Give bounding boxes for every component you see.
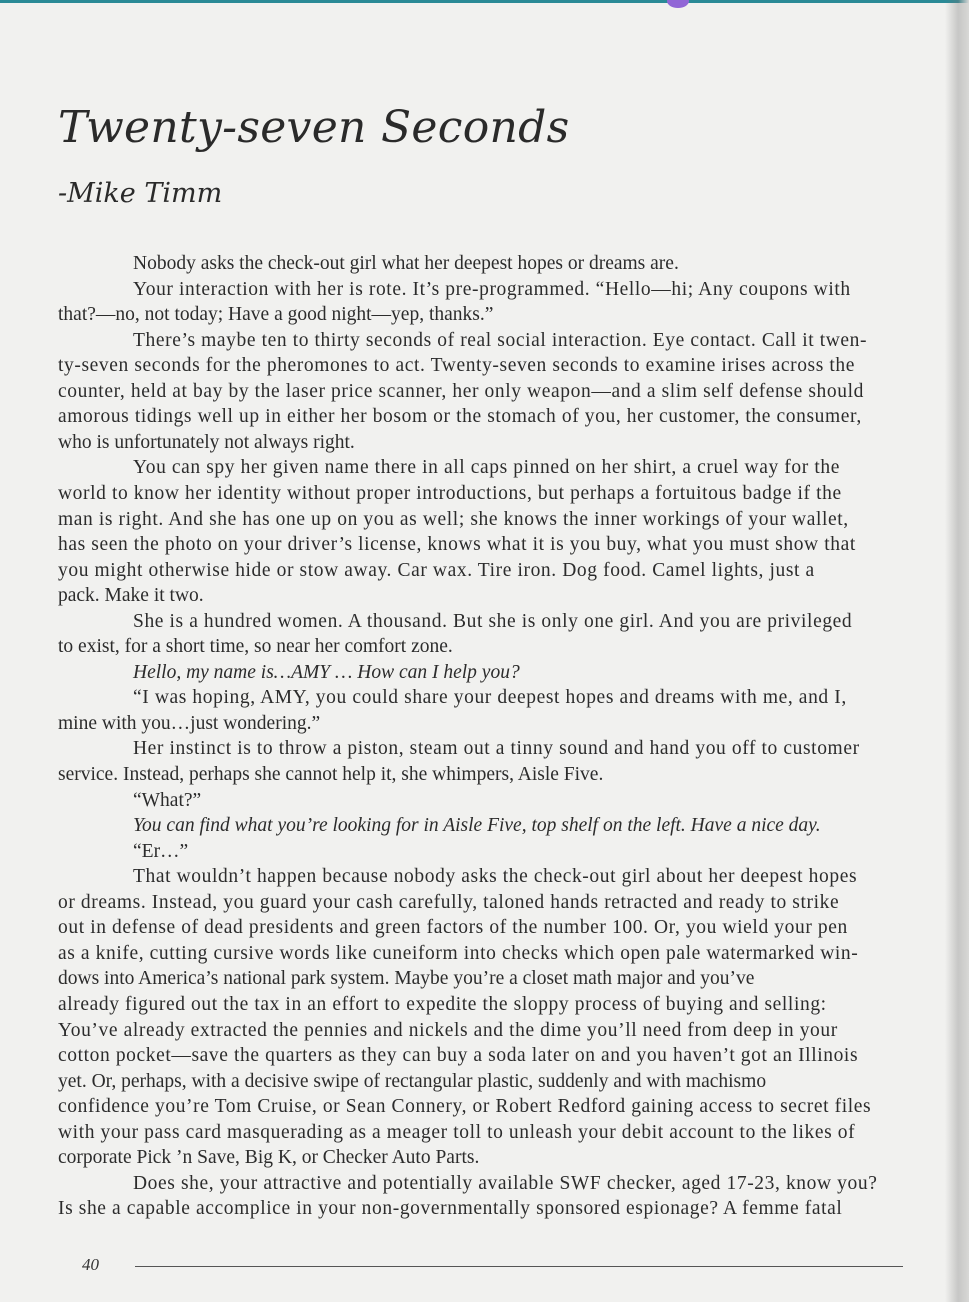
text-line: yet. Or, perhaps, with a decisive swipe of rectangular plastic, suddenly and with machismo <box>58 1070 767 1092</box>
text-line: “Er…” <box>133 840 189 862</box>
text-line: There’s maybe ten to thirty seconds of real social interaction. Eye contact. Call it twen- <box>133 329 868 351</box>
text-line: dows into America’s national park system. Maybe you’re a closet math major and you’ve <box>58 968 755 990</box>
page-number: 40 <box>82 1255 99 1274</box>
text-line: counter, held at bay by the laser price scanner, her only weapon—and a slim self defense should <box>58 380 864 402</box>
text-line: That wouldn’t happen because nobody asks the check-out girl about her deepest hopes <box>133 866 858 888</box>
text-line: cotton pocket—save the quarters as they can buy a soda later on and you haven’t got an Illinois <box>58 1045 859 1067</box>
text-line: pack. Make it two. <box>58 585 204 607</box>
text-line: that?—no, not today; Have a good night—yep, thanks.” <box>58 304 494 326</box>
text-line: confidence you’re Tom Cruise, or Sean Connery, or Robert Redford gaining access to secret files <box>58 1096 872 1118</box>
text-line: amorous tidings well up in either her bosom or the stomach of you, her customer, the consumer, <box>58 406 862 428</box>
text-line: world to know her identity without proper introductions, but perhaps a fortuitous badge if the <box>58 482 842 504</box>
text-line: as a knife, cutting cursive words like cuneiform into checks which open pale watermarked win- <box>58 942 859 964</box>
text-line: Your interaction with her is rote. It’s pre-programmed. “Hello—hi; Any coupons with <box>133 278 851 300</box>
author-byline: -Mike Timm <box>58 178 223 209</box>
text-line: ty-seven seconds for the pheromones to act. Twenty-seven seconds to examine irises across the <box>58 355 856 377</box>
text-line: with your pass card masquerading as a meager toll to unleash your debit account to the likes of <box>58 1121 856 1143</box>
text-line: Hello, my name is…AMY … How can I help you? <box>133 661 520 683</box>
text-line: already figured out the tax in an effort to expedite the sloppy process of buying and selling: <box>58 993 827 1015</box>
story-title: Twenty-seven Seconds <box>58 102 570 153</box>
text-line: man is right. And she has one up on you as well; she knows the inner workings of your wallet, <box>58 508 849 530</box>
text-line: out in defense of dead presidents and green factors of the number 100. Or, you wield your pen <box>58 917 848 939</box>
text-line: Her instinct is to throw a piston, steam out a tinny sound and hand you off to customer <box>133 738 860 760</box>
text-line: or dreams. Instead, you guard your cash carefully, taloned hands retracted and ready to strike <box>58 891 840 913</box>
text-line: mine with you…just wondering.” <box>58 712 321 734</box>
text-line: corporate Pick ’n Save, Big K, or Checker Auto Parts. <box>58 1147 480 1169</box>
text-line: who is unfortunately not always right. <box>58 431 355 453</box>
text-line: Does she, your attractive and potentially available SWF checker, aged 17-23, know you? <box>133 1172 878 1194</box>
text-line: service. Instead, perhaps she cannot help it, she whimpers, Aisle Five. <box>58 764 604 785</box>
text-line: Is she a capable accomplice in your non-governmentally sponsored espionage? A femme fatal <box>58 1198 843 1220</box>
text-line: You can spy her given name there in all caps pinned on her shirt, a cruel way for the <box>133 457 840 479</box>
text-line: You can find what you’re looking for in Aisle Five, top shelf on the left. Have a nice day. <box>133 815 821 837</box>
text-line: “What?” <box>133 789 202 811</box>
text-line: Nobody asks the check-out girl what her deepest hopes or dreams are. <box>133 253 679 274</box>
text-line: to exist, for a short time, so near her comfort zone. <box>58 636 453 658</box>
text-line: You’ve already extracted the pennies and nickels and the dime you’ll need from deep in your <box>58 1019 838 1041</box>
text-line: has seen the photo on your driver’s license, knows what it is you buy, what you must show that <box>58 534 856 556</box>
footer-rule <box>135 1266 903 1267</box>
text-line: She is a hundred women. A thousand. But she is only one girl. And you are privileged <box>133 610 853 632</box>
text-line: “I was hoping, AMY, you could share your deepest hopes and dreams with me, and I, <box>133 687 847 709</box>
text-line: you might otherwise hide or stow away. Car wax. Tire iron. Dog food. Camel lights, just a <box>58 559 815 581</box>
